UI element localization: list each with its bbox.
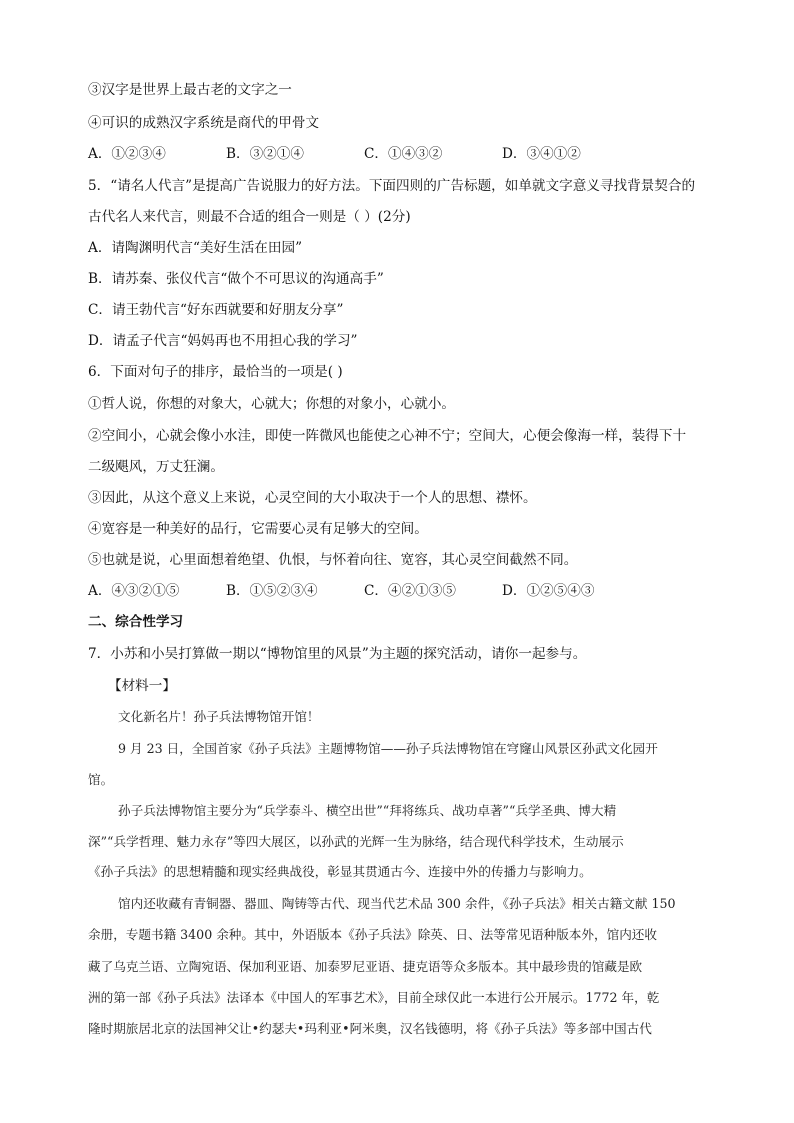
q4-option-b: B．③②①④ xyxy=(226,146,304,162)
question-5-option-d: D．请孟子代言“妈妈再也不用担心我的学习” xyxy=(88,333,358,349)
q6-option-c: C．④②①③⑤ xyxy=(364,583,456,599)
q4-option-d: D．③④①② xyxy=(502,146,581,162)
material-p3-line3: 藏了乌克兰语、立陶宛语、保加利亚语、加泰罗尼亚语、捷克语等众多版本。其中最珍贵的馆藏是欧 xyxy=(88,959,643,974)
question-6-sentence-2b: 二级飓风，万丈狂澜。 xyxy=(88,459,224,475)
question-6-stem: 6．下面对句子的排序，最恰当的一项是( ) xyxy=(88,364,343,380)
material-p3-line5: 隆时期旅居北京的法国神父让•约瑟夫•玛利亚•阿米奥，汉名钱德明，将《孙子兵法》等多部中国古代 xyxy=(88,1021,652,1036)
q6-option-a: A．④③②①⑤ xyxy=(88,583,180,599)
material-1-heading: 【材料一】 xyxy=(108,678,176,694)
question-6-sentence-4: ④宽容是一种美好的品行，它需要心灵有足够大的空间。 xyxy=(88,521,428,537)
question-6-sentence-3: ③因此，从这个意义上来说，心灵空间的大小取决于一个人的思想、襟怀。 xyxy=(88,490,537,506)
question-7-stem: 7．小苏和小吴打算做一期以“博物馆里的风景”为主题的探究活动，请你一起参与。 xyxy=(88,646,587,662)
q6-option-b: B．①⑤②③④ xyxy=(226,583,318,599)
question-6-sentence-2a: ②空间小，心就会像小水洼，即使一阵微风也能使之心神不宁；空间大，心便会像海一样，装得下十 xyxy=(88,428,687,444)
q4-option-a: A．①②③④ xyxy=(88,146,166,162)
material-p2-line1: 孙子兵法博物馆主要分为“兵学泰斗、横空出世”“拜将练兵、战功卓著”“兵学圣典、博大精 xyxy=(118,803,617,818)
question-5-stem-line1: 5．“请名人代言”是提高广告说服力的好方法。下面四则的广告标题，如单就文字意义寻找背景契合的 xyxy=(88,178,696,194)
question-5-option-b: B．请苏秦、张仪代言“做个不可思议的沟通高手” xyxy=(88,271,384,287)
option-item-3: ③汉字是世界上最古老的文字之一 xyxy=(88,82,292,98)
option-item-4: ④可识的成熟汉字系统是商代的甲骨文 xyxy=(88,115,320,131)
section-2-heading: 二、综合性学习 xyxy=(88,614,184,630)
question-5-stem-line2: 古代名人来代言，则最不合适的组合一则是（ ）(2分) xyxy=(88,209,411,225)
material-p1-line1: 9 月 23 日，全国首家《孙子兵法》主题博物馆——孙子兵法博物馆在穹窿山风景区孙武文化园开 xyxy=(118,741,658,756)
question-5-option-c: C．请王勃代言“好东西就要和好朋友分享” xyxy=(88,302,344,318)
material-p2-line3: 《孙子兵法》的思想精髓和现实经典战役，彰显其贯通古今、连接中外的传播力与影响力。 xyxy=(88,864,592,879)
material-p3-line2: 余册，专题书籍 3400 余种。其中，外语版本《孙子兵法》除英、日、法等常见语种版本外，馆内还收 xyxy=(88,927,657,942)
question-6-sentence-5: ⑤也就是说，心里面想着绝望、仇恨，与怀着向往、宽容，其心灵空间截然不同。 xyxy=(88,552,578,568)
q4-option-c: C．①④③② xyxy=(364,146,443,162)
q6-option-d: D．①②⑤④③ xyxy=(502,583,595,599)
question-5-option-a: A．请陶渊明代言“美好生活在田园” xyxy=(88,240,303,256)
material-p2-line2: 深”“兵学哲理、魅力永存”等四大展区，以孙武的光辉一生为脉络，结合现代科学技术，生动展示 xyxy=(88,834,624,849)
material-p3-line4: 洲的第一部《孙子兵法》法译本《中国人的军事艺术》，目前全球仅此一本进行公开展示。1772 年，乾 xyxy=(88,990,660,1005)
material-title: 文化新名片！孙子兵法博物馆开馆！ xyxy=(118,709,320,724)
question-6-sentence-1: ①哲人说，你想的对象大，心就大；你想的对象小，心就小。 xyxy=(88,396,456,412)
material-p3-line1: 馆内还收藏有青铜器、器皿、陶铸等古代、现当代艺术品 300 余件，《孙子兵法》相关古籍文献 150 xyxy=(118,896,676,911)
material-p1-line2: 馆。 xyxy=(88,772,114,787)
